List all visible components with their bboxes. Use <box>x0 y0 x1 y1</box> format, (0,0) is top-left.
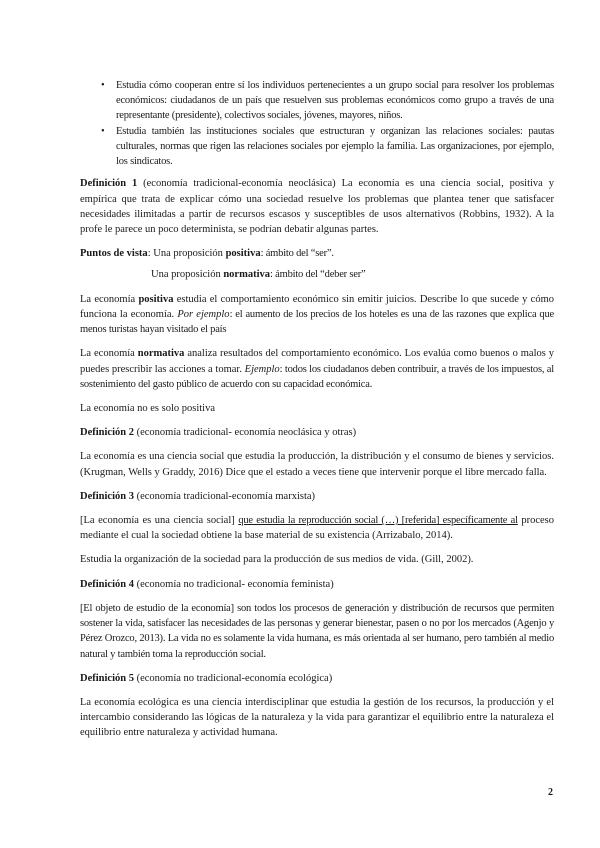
positive-term: positiva <box>225 248 261 260</box>
definition-2-text: La economía es una ciencia social que estudia la producción, la distribución y el consumo de bienes y servicios. (Krugman, Wells y Graddy, 2016) Dice que el estado a veces tiene que intervenir porque el libre mercado falla. <box>80 451 554 478</box>
definition-3-heading: Definición 3 (economía tradicional-economía marxista) <box>80 490 316 502</box>
definition-1 <box>80 176 554 237</box>
viewpoints-line-2: Una proposición normativa: ámbito del “deber ser” <box>151 269 366 281</box>
definition-5-text: La economía ecológica es una ciencia interdisciplinar que estudia la gestión de los recursos, la producción y el intercambio considerando las lógicas de la naturaleza y la vida para garantizar el equilibrio entre la naturaleza el equilibrio entre naturaleza y actividad humana. <box>80 697 554 739</box>
viewpoints-label: Puntos de vista <box>80 248 148 260</box>
page-content <box>80 78 554 750</box>
bullet-text: Estudia también las instituciones sociales que estructuran y organizan las relaciones sociales: pautas culturales, normas que rigen las relaciones sociales por ejemplo la familia. Las organizaciones, por ejemplo, los sindicatos. <box>116 125 554 168</box>
underlined-quote: que estudia la reproducción social (…) [referida] específicamente al <box>238 515 518 527</box>
viewpoints-line-1: Puntos de vista: Una proposición positiva: ámbito del “ser”. <box>80 248 334 260</box>
normative-term: normativa <box>223 269 270 281</box>
normative-economy-paragraph: La economía normativa analiza resultados del comportamiento económico. Los evalúa como buenos o malos y puedes prescribir las acciones a tomar. Ejemplo: todos los ciudadanos deben contribuir, a través de los impuestos, al sostenimiento del gasto público de acuerdo con su capacidad económica. <box>80 348 555 390</box>
definition-3-quote: [La economía es una ciencia social] que estudia la reproducción social (…) [referida] específicamente al proceso mediante el cual la sociedad obtiene la base material de su existencia (Arrizabalo, 2014). <box>80 515 554 542</box>
positive-economy-paragraph: La economía positiva estudia el comportamiento económico sin emitir juicios. Describe lo que sucede y cómo funciona la economía. Por ejemplo: el aumento de los precios de los hoteles es una de las razones que explica que menos turistas hayan visitado el país <box>80 293 554 336</box>
not-only-positive: La economía no es solo positiva <box>80 402 216 414</box>
bullet-icon: • <box>101 125 105 137</box>
bullet-list <box>80 78 554 169</box>
list-item <box>80 78 554 124</box>
bullet-icon: • <box>101 80 105 91</box>
definition-4-heading: Definición 4 (economía no tradicional- economía feminista) <box>80 578 334 590</box>
list-item <box>80 124 554 170</box>
definition-3-text: Estudia la organización de la sociedad para la producción de sus medios de vida. (Gill, 2002). <box>80 554 474 566</box>
page-number: 2 <box>548 787 553 798</box>
definition-1-text: (economía tradicional-economía neoclásica) La economía es una ciencia social, positiva y empírica que trata de explicar cómo una sociedad resuelve los problemas que plantea tener que satisfacer necesidades ilimitadas a partir de recursos escasos y susceptibles de usos alternativos (Robbins, 1932). A la profe le parece un poco determinista, se podrían debatir algunas partes. <box>80 178 554 235</box>
definition-4-text: [El objeto de estudio de la economía] son todos los procesos de generación y distribución de recursos que permiten sostener la vida, satisfacer las necesidades de las personas y generar bienestar, pasen o no por los mercados (Agenjo y Pérez Orozco, 2013). La vida no es solamente la vida humana, es más orientada al ser humano, pero también al medio natural y también toma la reproducción social. <box>80 602 554 660</box>
definition-1-label: Definición 1 <box>80 178 138 190</box>
definition-2-heading: Definición 2 (economía tradicional- economía neoclásica y otras) <box>80 427 357 439</box>
definition-5-heading: Definición 5 (economía no tradicional-economía ecológica) <box>80 672 333 684</box>
bullet-text: Estudia cómo cooperan entre sí los individuos pertenecientes a un grupo social para resolver los problemas económicos: ciudadanos de un país que resuelven sus problemas económicos como grupo a través de una representante (presidente), colectivos sociales, jóvenes, mayores, niños. <box>116 80 554 122</box>
